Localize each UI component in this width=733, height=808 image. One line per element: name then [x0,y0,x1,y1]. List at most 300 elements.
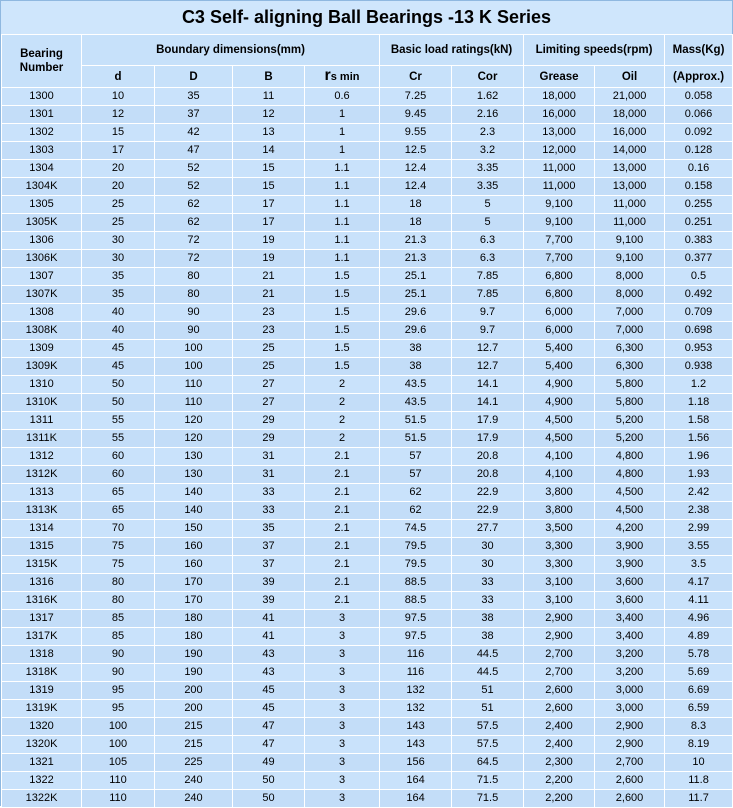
cell-rs-min: 1.5 [305,268,380,286]
cell-grease: 4,500 [524,412,595,430]
cell-B: 21 [233,268,305,286]
cell-B: 45 [233,682,305,700]
cell-B: 29 [233,430,305,448]
cell-B: 47 [233,736,305,754]
cell-d: 85 [82,628,155,646]
cell-bearing-number: 1322K [2,790,82,808]
cell-grease: 6,800 [524,268,595,286]
cell-bearing-number: 1317K [2,628,82,646]
cell-oil: 9,100 [595,250,665,268]
cell-cr: 25.1 [380,268,452,286]
cell-bearing-number: 1311K [2,430,82,448]
cell-rs-min: 1 [305,142,380,160]
cell-cr: 57 [380,466,452,484]
cell-B: 43 [233,646,305,664]
cell-cor: 14.1 [452,394,524,412]
header-grease: Grease [524,66,595,88]
cell-mass: 1.93 [665,466,733,484]
cell-B: 17 [233,196,305,214]
table-row [2,664,733,682]
cell-cr: 88.5 [380,574,452,592]
header-rs-sub: s min [330,71,360,83]
cell-rs-min: 1.1 [305,196,380,214]
cell-grease: 3,800 [524,484,595,502]
table-row [2,304,733,322]
table-row [2,592,733,610]
cell-cor: 17.9 [452,430,524,448]
table-row [2,358,733,376]
cell-cor: 57.5 [452,736,524,754]
cell-cor: 64.5 [452,754,524,772]
cell-mass: 3.5 [665,556,733,574]
cell-cr: 29.6 [380,304,452,322]
table-row [2,160,733,178]
cell-bearing-number: 1313 [2,484,82,502]
cell-cor: 3.35 [452,178,524,196]
cell-D: 225 [155,754,233,772]
table-row [2,232,733,250]
cell-d: 10 [82,88,155,106]
cell-grease: 2,200 [524,772,595,790]
cell-d: 70 [82,520,155,538]
cell-mass: 0.092 [665,124,733,142]
cell-cor: 71.5 [452,772,524,790]
cell-cor: 20.8 [452,466,524,484]
cell-cr: 12.4 [380,160,452,178]
cell-d: 50 [82,394,155,412]
cell-cr: 12.4 [380,178,452,196]
cell-oil: 18,000 [595,106,665,124]
table-row [2,268,733,286]
cell-grease: 3,800 [524,502,595,520]
cell-mass: 4.96 [665,610,733,628]
cell-cr: 9.55 [380,124,452,142]
cell-mass: 11.8 [665,772,733,790]
cell-cr: 25.1 [380,286,452,304]
cell-bearing-number: 1306K [2,250,82,268]
cell-cor: 44.5 [452,664,524,682]
cell-rs-min: 3 [305,772,380,790]
cell-B: 15 [233,160,305,178]
table-row [2,250,733,268]
cell-d: 95 [82,700,155,718]
cell-mass: 3.55 [665,538,733,556]
cell-mass: 5.78 [665,646,733,664]
cell-d: 45 [82,358,155,376]
cell-cor: 9.7 [452,322,524,340]
cell-cr: 132 [380,682,452,700]
cell-d: 105 [82,754,155,772]
cell-mass: 0.158 [665,178,733,196]
cell-d: 17 [82,142,155,160]
cell-bearing-number: 1310 [2,376,82,394]
cell-cr: 88.5 [380,592,452,610]
cell-grease: 3,100 [524,574,595,592]
cell-cr: 9.45 [380,106,452,124]
table-row [2,718,733,736]
cell-oil: 4,500 [595,484,665,502]
cell-cr: 29.6 [380,322,452,340]
cell-cr: 62 [380,502,452,520]
cell-grease: 2,300 [524,754,595,772]
cell-mass: 1.2 [665,376,733,394]
cell-rs-min: 1.1 [305,214,380,232]
cell-rs-min: 1.1 [305,250,380,268]
table-body [2,88,733,808]
cell-rs-min: 0.6 [305,88,380,106]
cell-bearing-number: 1319 [2,682,82,700]
cell-mass: 0.383 [665,232,733,250]
cell-grease: 11,000 [524,160,595,178]
cell-cr: 143 [380,736,452,754]
cell-oil: 4,200 [595,520,665,538]
cell-mass: 0.492 [665,286,733,304]
cell-oil: 2,600 [595,790,665,808]
cell-d: 40 [82,304,155,322]
table-row [2,484,733,502]
table-row [2,520,733,538]
cell-D: 62 [155,214,233,232]
header-bearing-number: Bearing Number [2,35,82,88]
table-row [2,538,733,556]
cell-d: 75 [82,538,155,556]
cell-bearing-number: 1318K [2,664,82,682]
cell-cr: 21.3 [380,250,452,268]
cell-rs-min: 2.1 [305,448,380,466]
cell-D: 215 [155,736,233,754]
cell-B: 50 [233,790,305,808]
cell-mass: 5.69 [665,664,733,682]
header-B: B [233,66,305,88]
cell-bearing-number: 1305 [2,196,82,214]
cell-rs-min: 1.5 [305,286,380,304]
table-row [2,376,733,394]
cell-rs-min: 2.1 [305,520,380,538]
cell-d: 100 [82,736,155,754]
cell-oil: 3,600 [595,574,665,592]
cell-d: 35 [82,286,155,304]
cell-D: 100 [155,340,233,358]
cell-cor: 12.7 [452,358,524,376]
cell-rs-min: 2.1 [305,556,380,574]
table-row [2,448,733,466]
cell-cor: 44.5 [452,646,524,664]
cell-d: 50 [82,376,155,394]
cell-mass: 2.38 [665,502,733,520]
cell-cor: 38 [452,610,524,628]
cell-cr: 43.5 [380,394,452,412]
cell-B: 31 [233,448,305,466]
cell-B: 29 [233,412,305,430]
cell-B: 27 [233,376,305,394]
table-row [2,196,733,214]
header-D: D [155,66,233,88]
cell-oil: 7,000 [595,304,665,322]
cell-cr: 116 [380,664,452,682]
cell-B: 27 [233,394,305,412]
header-mass: Mass(Kg) [665,35,733,66]
cell-bearing-number: 1308K [2,322,82,340]
table-row [2,556,733,574]
cell-rs-min: 2 [305,412,380,430]
table-row [2,214,733,232]
cell-rs-min: 2.1 [305,484,380,502]
cell-mass: 6.59 [665,700,733,718]
cell-B: 43 [233,664,305,682]
cell-mass: 0.5 [665,268,733,286]
cell-B: 31 [233,466,305,484]
cell-grease: 7,700 [524,250,595,268]
cell-d: 60 [82,448,155,466]
cell-bearing-number: 1301 [2,106,82,124]
header-cor: Cor [452,66,524,88]
cell-mass: 1.56 [665,430,733,448]
cell-bearing-number: 1300 [2,88,82,106]
cell-cr: 7.25 [380,88,452,106]
cell-cr: 116 [380,646,452,664]
cell-grease: 4,500 [524,430,595,448]
cell-cor: 2.3 [452,124,524,142]
cell-mass: 0.709 [665,304,733,322]
cell-cr: 164 [380,790,452,808]
cell-bearing-number: 1306 [2,232,82,250]
cell-cr: 97.5 [380,628,452,646]
cell-cr: 18 [380,196,452,214]
cell-D: 190 [155,646,233,664]
cell-grease: 3,300 [524,538,595,556]
cell-cor: 22.9 [452,484,524,502]
cell-bearing-number: 1320 [2,718,82,736]
page-title: C3 Self- aligning Ball Bearings -13 K Series [1,1,732,34]
table-row [2,340,733,358]
cell-d: 90 [82,664,155,682]
cell-cr: 164 [380,772,452,790]
cell-bearing-number: 1315K [2,556,82,574]
cell-oil: 2,600 [595,772,665,790]
cell-mass: 0.377 [665,250,733,268]
cell-D: 72 [155,250,233,268]
cell-cr: 21.3 [380,232,452,250]
cell-grease: 4,900 [524,394,595,412]
cell-cor: 17.9 [452,412,524,430]
cell-mass: 0.16 [665,160,733,178]
cell-D: 190 [155,664,233,682]
cell-D: 180 [155,628,233,646]
cell-bearing-number: 1309 [2,340,82,358]
cell-bearing-number: 1307K [2,286,82,304]
cell-B: 17 [233,214,305,232]
cell-oil: 14,000 [595,142,665,160]
table-row [2,736,733,754]
cell-D: 160 [155,538,233,556]
cell-bearing-number: 1317 [2,610,82,628]
cell-d: 20 [82,160,155,178]
cell-mass: 0.128 [665,142,733,160]
cell-oil: 9,100 [595,232,665,250]
cell-oil: 21,000 [595,88,665,106]
cell-B: 35 [233,520,305,538]
cell-mass: 11.7 [665,790,733,808]
cell-rs-min: 3 [305,682,380,700]
cell-rs-min: 2.1 [305,592,380,610]
cell-cr: 132 [380,700,452,718]
cell-cor: 20.8 [452,448,524,466]
cell-D: 120 [155,430,233,448]
cell-cor: 22.9 [452,502,524,520]
header-rs-min [305,66,380,88]
cell-grease: 3,300 [524,556,595,574]
cell-grease: 9,100 [524,196,595,214]
cell-oil: 3,400 [595,610,665,628]
cell-oil: 13,000 [595,178,665,196]
cell-D: 160 [155,556,233,574]
cell-d: 110 [82,772,155,790]
cell-d: 25 [82,196,155,214]
cell-d: 25 [82,214,155,232]
cell-cr: 97.5 [380,610,452,628]
cell-cor: 5 [452,196,524,214]
cell-B: 14 [233,142,305,160]
cell-mass: 0.953 [665,340,733,358]
cell-grease: 4,100 [524,466,595,484]
header-oil: Oil [595,66,665,88]
cell-d: 100 [82,718,155,736]
cell-D: 90 [155,322,233,340]
table-row [2,700,733,718]
cell-cr: 43.5 [380,376,452,394]
table-row [2,754,733,772]
cell-B: 49 [233,754,305,772]
cell-cor: 7.85 [452,268,524,286]
cell-cor: 3.35 [452,160,524,178]
cell-grease: 6,800 [524,286,595,304]
cell-oil: 5,800 [595,394,665,412]
cell-oil: 11,000 [595,196,665,214]
cell-oil: 11,000 [595,214,665,232]
cell-mass: 2.99 [665,520,733,538]
cell-D: 80 [155,268,233,286]
cell-d: 65 [82,502,155,520]
cell-d: 80 [82,574,155,592]
cell-grease: 7,700 [524,232,595,250]
cell-oil: 3,900 [595,538,665,556]
cell-bearing-number: 1310K [2,394,82,412]
table-row [2,286,733,304]
cell-rs-min: 1.5 [305,358,380,376]
cell-bearing-number: 1319K [2,700,82,718]
header-d: d [82,66,155,88]
cell-oil: 3,000 [595,700,665,718]
cell-D: 110 [155,376,233,394]
cell-D: 62 [155,196,233,214]
cell-oil: 16,000 [595,124,665,142]
cell-mass: 4.11 [665,592,733,610]
table-row [2,574,733,592]
cell-cor: 33 [452,574,524,592]
cell-rs-min: 2.1 [305,538,380,556]
cell-B: 45 [233,700,305,718]
cell-oil: 3,900 [595,556,665,574]
cell-bearing-number: 1312K [2,466,82,484]
cell-bearing-number: 1316 [2,574,82,592]
cell-mass: 0.698 [665,322,733,340]
cell-D: 52 [155,178,233,196]
cell-rs-min: 3 [305,736,380,754]
cell-grease: 2,200 [524,790,595,808]
cell-grease: 9,100 [524,214,595,232]
cell-rs-min: 1 [305,124,380,142]
cell-bearing-number: 1307 [2,268,82,286]
cell-D: 130 [155,448,233,466]
cell-grease: 3,500 [524,520,595,538]
table-row [2,124,733,142]
cell-mass: 8.3 [665,718,733,736]
cell-rs-min: 2.1 [305,502,380,520]
cell-cr: 156 [380,754,452,772]
cell-B: 11 [233,88,305,106]
cell-d: 40 [82,322,155,340]
cell-rs-min: 3 [305,790,380,808]
cell-d: 45 [82,340,155,358]
cell-B: 19 [233,232,305,250]
cell-cor: 6.3 [452,232,524,250]
cell-d: 55 [82,412,155,430]
cell-d: 65 [82,484,155,502]
cell-D: 140 [155,484,233,502]
cell-d: 60 [82,466,155,484]
table-row [2,322,733,340]
cell-grease: 2,900 [524,628,595,646]
cell-cr: 62 [380,484,452,502]
cell-bearing-number: 1321 [2,754,82,772]
cell-d: 85 [82,610,155,628]
cell-D: 37 [155,106,233,124]
header-rs-r: r [324,67,331,84]
cell-grease: 4,900 [524,376,595,394]
cell-grease: 2,600 [524,700,595,718]
cell-mass: 10 [665,754,733,772]
table-row [2,88,733,106]
cell-grease: 18,000 [524,88,595,106]
cell-mass: 4.89 [665,628,733,646]
cell-mass: 8.19 [665,736,733,754]
cell-cor: 9.7 [452,304,524,322]
header-cr: Cr [380,66,452,88]
cell-B: 33 [233,502,305,520]
cell-oil: 6,300 [595,358,665,376]
cell-D: 35 [155,88,233,106]
cell-B: 47 [233,718,305,736]
cell-bearing-number: 1315 [2,538,82,556]
cell-bearing-number: 1309K [2,358,82,376]
cell-cor: 71.5 [452,790,524,808]
cell-D: 150 [155,520,233,538]
cell-D: 47 [155,142,233,160]
cell-B: 12 [233,106,305,124]
cell-oil: 4,800 [595,466,665,484]
cell-bearing-number: 1308 [2,304,82,322]
cell-B: 13 [233,124,305,142]
cell-rs-min: 2.1 [305,574,380,592]
cell-mass: 0.058 [665,88,733,106]
cell-B: 39 [233,574,305,592]
cell-rs-min: 1.1 [305,178,380,196]
cell-rs-min: 3 [305,718,380,736]
cell-cr: 79.5 [380,556,452,574]
cell-d: 20 [82,178,155,196]
cell-B: 37 [233,538,305,556]
cell-B: 37 [233,556,305,574]
